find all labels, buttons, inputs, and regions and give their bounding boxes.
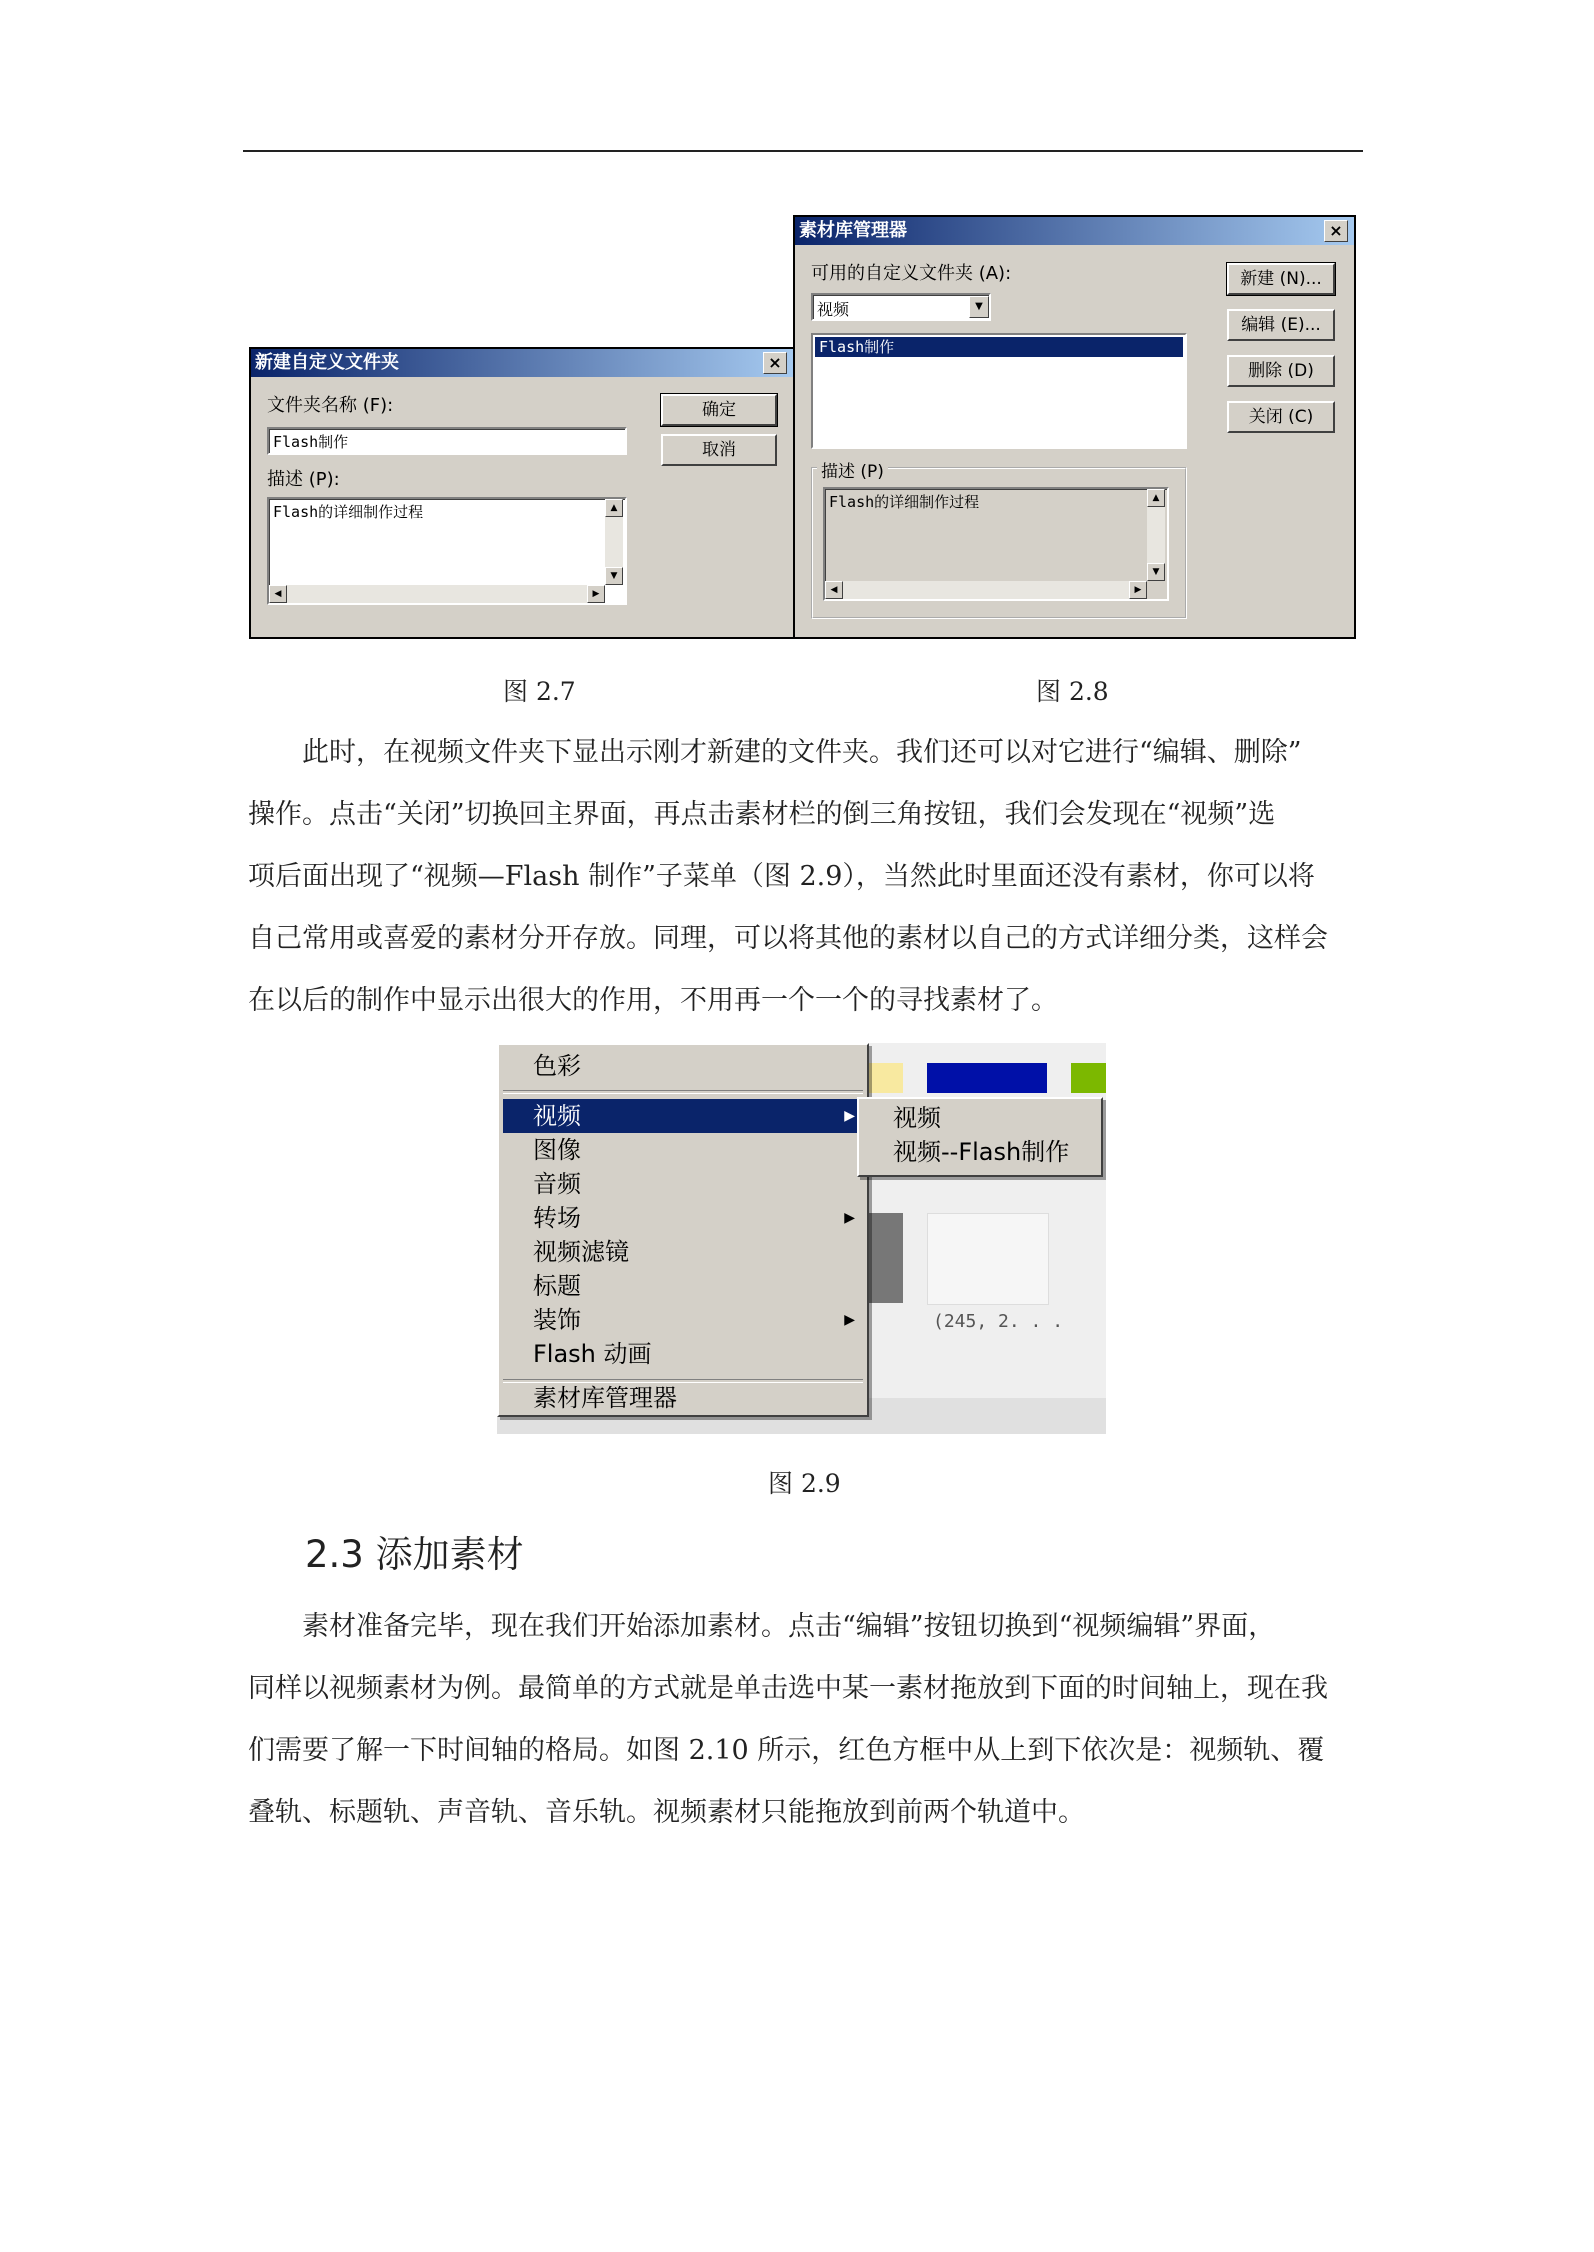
menu-item-library-manager[interactable]: 素材库管理器 <box>533 1384 677 1412</box>
menu-item-flash[interactable]: Flash 动画 <box>533 1340 652 1368</box>
menu-item-image[interactable]: 图像 <box>533 1136 581 1164</box>
text-line: 自己常用或喜爱的素材分开存放。同理，可以将其他的素材以自己的方式详细分类，这样会 <box>248 923 1328 954</box>
library-dropdown-menu <box>497 1043 869 1417</box>
submenu-arrow-icon: ▶ <box>844 1312 855 1328</box>
menu-item-color[interactable]: 色彩 <box>533 1052 581 1080</box>
new-button[interactable]: 新建 (N)... <box>1227 263 1335 295</box>
menu-item-label: 装饰 <box>533 1306 581 1334</box>
description-text: Flash的详细制作过程 <box>829 493 980 511</box>
folder-type-select[interactable] <box>811 293 991 321</box>
horizontal-scrollbar[interactable] <box>825 581 1147 599</box>
submenu-item-video[interactable]: 视频 <box>893 1104 941 1132</box>
scroll-up-icon[interactable]: ▲ <box>1147 489 1165 507</box>
thumbnail <box>865 1213 903 1303</box>
menu-item-decoration[interactable] <box>503 1303 863 1337</box>
color-swatch <box>1071 1063 1106 1093</box>
thumbnail-label: (245, 2. . . <box>933 1311 1064 1332</box>
text-line: 们需要了解一下时间轴的格局。如图 2.10 所示，红色方框中从上到下依次是：视频轨、覆 <box>248 1735 1325 1766</box>
dialog-title: 素材库管理器 <box>799 220 907 241</box>
scroll-down-icon[interactable]: ▼ <box>605 567 623 585</box>
new-folder-dialog <box>249 347 795 639</box>
thumbnail <box>927 1213 1049 1305</box>
color-swatch <box>865 1063 903 1093</box>
figure-caption: 图 2.9 <box>768 1469 841 1498</box>
text-line: 同样以视频素材为例。最简单的方式就是单击选中某一素材拖放到下面的时间轴上，现在我 <box>248 1673 1328 1704</box>
menu-item-video[interactable] <box>503 1099 863 1133</box>
text-line: 素材准备完毕，现在我们开始添加素材。点击“编辑”按钮切换到“视频编辑”界面， <box>302 1611 1276 1642</box>
close-button[interactable]: 关闭 (C) <box>1227 401 1335 433</box>
section-heading: 2.3 添加素材 <box>305 1533 524 1576</box>
scroll-down-icon[interactable]: ▼ <box>1147 563 1165 581</box>
menu-item-audio[interactable]: 音频 <box>533 1170 581 1198</box>
figure-caption: 图 2.8 <box>1036 677 1109 706</box>
delete-button[interactable]: 删除 (D) <box>1227 355 1335 387</box>
text-line: 叠轨、标题轨、声音轨、音乐轨。视频素材只能拖放到前两个轨道中。 <box>248 1797 1085 1828</box>
description-group-label: 描述 (P) <box>817 457 888 482</box>
menu-separator <box>503 1090 863 1094</box>
description-label: 描述 (P): <box>267 469 340 490</box>
folder-type-value: 视频 <box>817 300 850 319</box>
body-paragraph <box>248 1596 1362 1844</box>
text-line: 操作。点击“关闭”切换回主界面，再点击素材栏的倒三角按钮，我们会发现在“视频”选 <box>248 799 1276 830</box>
description-text: Flash的详细制作过程 <box>273 503 424 521</box>
submenu-arrow-icon: ▶ <box>844 1108 855 1124</box>
header-rule <box>243 150 1363 152</box>
submenu-arrow-icon: ▶ <box>844 1210 855 1226</box>
cancel-button[interactable]: 取消 <box>661 434 777 466</box>
text-line: 此时，在视频文件夹下显出示刚才新建的文件夹。我们还可以对它进行“编辑、删除” <box>302 737 1302 768</box>
close-icon[interactable]: × <box>763 352 787 374</box>
close-icon[interactable]: × <box>1324 220 1348 242</box>
scroll-left-icon[interactable]: ◀ <box>269 585 287 603</box>
dialog-title: 新建自定义文件夹 <box>255 352 399 373</box>
folder-list[interactable] <box>811 333 1187 449</box>
submenu-item-flash[interactable]: 视频--Flash制作 <box>893 1138 1070 1166</box>
menu-item-label: 视频 <box>533 1102 581 1130</box>
dialog-titlebar <box>795 217 1354 245</box>
figure-caption: 图 2.7 <box>503 677 576 706</box>
scroll-left-icon[interactable]: ◀ <box>825 581 843 599</box>
ok-button[interactable]: 确定 <box>661 394 777 426</box>
folder-name-label: 文件夹名称 (F): <box>267 395 394 416</box>
menu-item-title[interactable]: 标题 <box>533 1272 581 1300</box>
list-item[interactable]: Flash制作 <box>815 337 1183 357</box>
scroll-right-icon[interactable]: ▶ <box>1129 581 1147 599</box>
library-manager-dialog <box>793 215 1356 639</box>
menu-item-transition[interactable] <box>503 1201 863 1235</box>
scroll-right-icon[interactable]: ▶ <box>587 585 605 603</box>
video-submenu <box>857 1097 1103 1177</box>
dialog-titlebar <box>251 349 793 377</box>
folders-label: 可用的自定义文件夹 (A): <box>811 263 1012 284</box>
horizontal-scrollbar[interactable] <box>269 585 605 603</box>
edit-button[interactable]: 编辑 (E)... <box>1227 309 1335 341</box>
menu-screenshot <box>497 1043 1106 1434</box>
color-swatch <box>927 1063 1047 1093</box>
menu-item-video-filter[interactable]: 视频滤镜 <box>533 1238 629 1266</box>
text-line: 项后面出现了“视频—Flash 制作”子菜单（图 2.9），当然此时里面还没有素材，你可以将 <box>248 861 1315 892</box>
body-paragraph <box>248 722 1362 1032</box>
text-line: 在以后的制作中显示出很大的作用，不用再一个一个的寻找素材了。 <box>248 985 1058 1016</box>
menu-item-label: 转场 <box>533 1204 581 1232</box>
scroll-up-icon[interactable]: ▲ <box>605 499 623 517</box>
folder-name-input[interactable]: Flash制作 <box>267 427 627 455</box>
chevron-down-icon[interactable]: ▼ <box>969 296 989 318</box>
